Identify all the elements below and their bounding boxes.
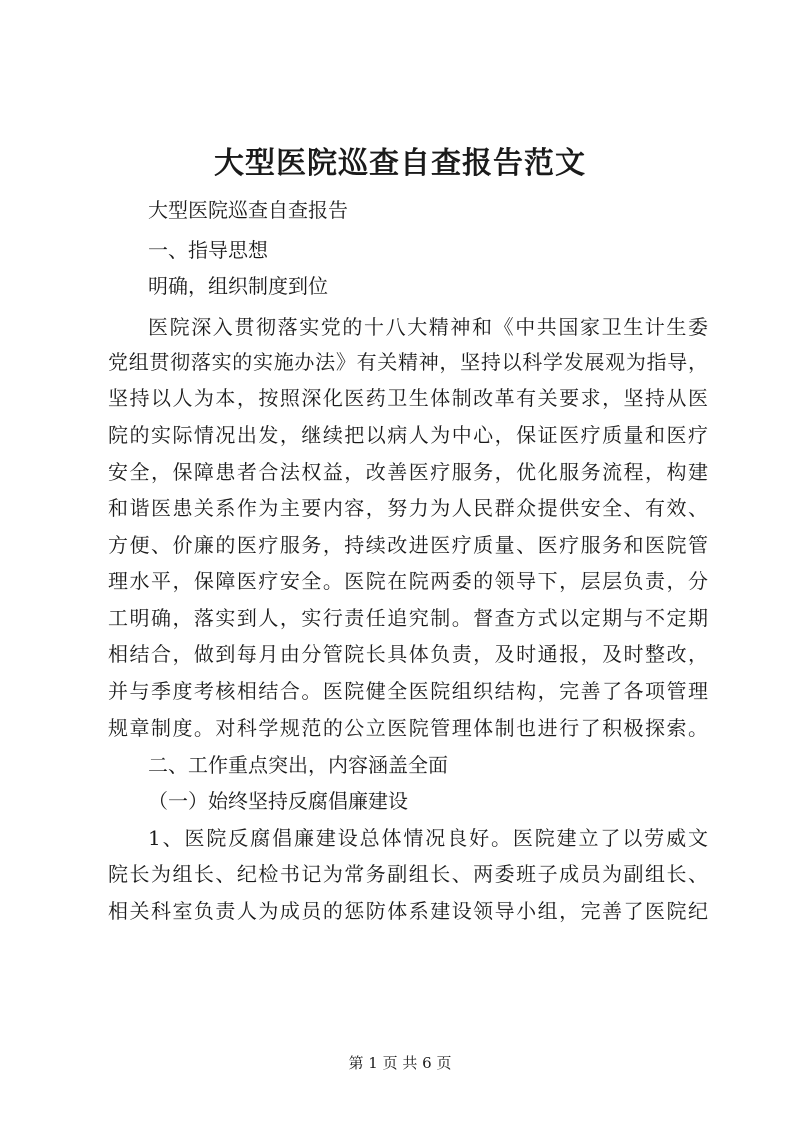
section-heading: 一、指导思想	[148, 238, 268, 262]
doc-line: 医院深入贯彻落实党的十八大精神和《中共国家卫生计生委	[148, 315, 708, 339]
subsection-heading: （一）始终坚持反腐倡廉建设	[148, 789, 408, 813]
doc-line: 和谐医患关系作为主要内容，努力为人民群众提供安全、有效、	[108, 496, 708, 520]
document-title: 大型医院巡查自查报告范文	[214, 146, 586, 181]
doc-line: 工明确，落实到人，实行责任追究制。督查方式以定期与不定期	[108, 606, 708, 630]
section-heading: 二、工作重点突出，内容涵盖全面	[148, 753, 448, 777]
doc-line: 党组贯彻落实的实施办法》有关精神，坚持以科学发展观为指导，	[108, 350, 708, 374]
doc-line: 院的实际情况出发，继续把以病人为中心，保证医疗质量和医疗	[108, 423, 708, 447]
doc-line: 规章制度。对科学规范的公立医院管理体制也进行了积极探索。	[108, 716, 708, 740]
doc-line: 并与季度考核相结合。医院健全医院组织结构，完善了各项管理	[108, 679, 708, 703]
doc-line: 大型医院巡查自查报告	[148, 198, 348, 222]
page-footer: 第 1 页 共 6 页	[348, 1054, 452, 1072]
doc-line: 相结合，做到每月由分管院长具体负责，及时通报，及时整改，	[108, 642, 708, 666]
doc-line: 安全，保障患者合法权益，改善医疗服务，优化服务流程，构建	[108, 460, 708, 484]
doc-line: 相关科室负责人为成员的惩防体系建设领导小组，完善了医院纪	[108, 899, 708, 923]
doc-line: 方便、价廉的医疗服务，持续改进医疗质量、医疗服务和医院管	[108, 533, 708, 557]
doc-line: 理水平，保障医疗安全。医院在院两委的领导下，层层负责，分	[108, 569, 708, 593]
doc-line: 1、医院反腐倡廉建设总体情况良好。医院建立了以劳威文	[148, 826, 708, 850]
doc-line: 坚持以人为本，按照深化医药卫生体制改革有关要求，坚持从医	[108, 386, 708, 410]
doc-line: 院长为组长、纪检书记为常务副组长、两委班子成员为副组长、	[108, 862, 708, 886]
doc-line: 明确，组织制度到位	[148, 274, 328, 298]
